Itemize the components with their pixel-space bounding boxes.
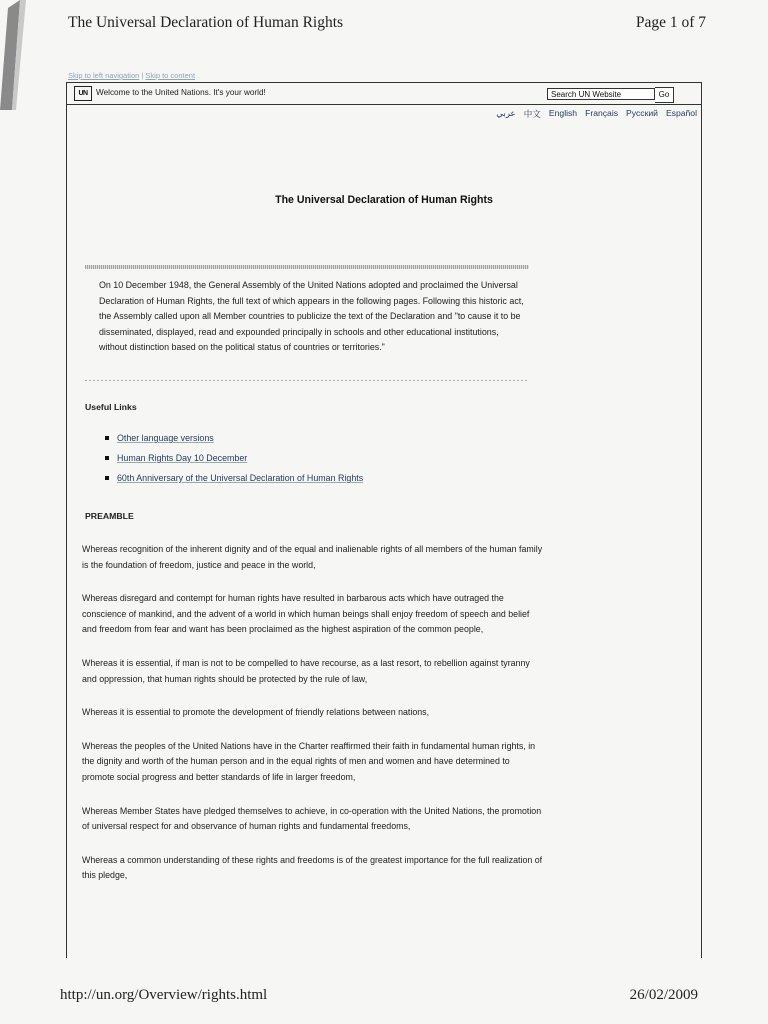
lang-link-french[interactable]: Français bbox=[585, 108, 619, 118]
preamble-paragraph: Whereas it is essential to promote the development of friendly relations between nations, bbox=[82, 707, 430, 718]
skip-separator: | bbox=[139, 71, 146, 80]
page-frame bbox=[66, 82, 702, 958]
preamble-heading: PREAMBLE bbox=[85, 511, 134, 521]
list-item bbox=[105, 433, 363, 453]
intro-paragraph: On 10 December 1948, the General Assembly of the United Nations adopted and proclaimed the Universal Declaration of Human Rights, the full text of which appears in the following pages. Following this historic act, the Assembly called upon all Member countries to publicize the text of the Declaration and "to cause it to be disseminated, displayed, read and expounded principally in schools and other educational institutions, without distinction based on the political status of countries or territories." bbox=[99, 280, 524, 353]
scan-edge bbox=[0, 0, 44, 110]
preamble-paragraph: Whereas it is essential, if man is not to be compelled to have recourse, as a last resort, to rebellion against tyranny and oppression, that human rights should be protected by the rule of law, bbox=[82, 657, 530, 684]
link-human-rights-day[interactable]: Human Rights Day 10 December bbox=[117, 453, 248, 463]
preamble-text bbox=[82, 542, 544, 902]
search-input[interactable]: Search UN Website bbox=[547, 88, 655, 100]
print-date: 26/02/2009 bbox=[629, 987, 698, 1003]
header-bar bbox=[67, 82, 701, 105]
preamble-paragraph: Whereas the peoples of the United Nations have in the Charter reaffirmed their faith in fundamental human rights, in the dignity and worth of the human person and in the equal rights of men and women and have determined to promote social progress and better standards of life in larger freedom, bbox=[82, 740, 536, 782]
lang-link-arabic[interactable]: عربي bbox=[496, 108, 516, 118]
language-selector bbox=[496, 108, 697, 120]
divider bbox=[85, 265, 529, 269]
page-number: Page 1 of 7 bbox=[635, 14, 706, 31]
preamble-paragraph: Whereas a common understanding of these rights and freedoms is of the greatest importance for the full realization of this pledge, bbox=[82, 854, 543, 881]
preamble-paragraph: Whereas disregard and contempt for human rights have resulted in barbarous acts which have outraged the conscience of mankind, and the advent of a world in which human beings shall enjoy freedom of speech and belief and freedom from fear and want has been proclaimed as the highest aspiration of the common people, bbox=[82, 593, 530, 635]
welcome-text: Welcome to the United Nations. It's your world! bbox=[96, 88, 266, 97]
divider bbox=[85, 380, 529, 381]
skip-links bbox=[68, 71, 195, 80]
link-60th-anniversary[interactable]: 60th Anniversary of the Universal Declaration of Human Rights bbox=[117, 473, 364, 483]
skip-content-link[interactable]: Skip to content bbox=[145, 71, 196, 80]
list-item bbox=[105, 453, 363, 473]
print-url: http://un.org/Overview/rights.html bbox=[60, 987, 268, 1003]
lang-link-spanish[interactable]: Español bbox=[665, 108, 697, 118]
useful-links-list bbox=[105, 433, 363, 493]
preamble-paragraph: Whereas recognition of the inherent dignity and of the equal and inalienable rights of all members of the human family is the foundation of freedom, justice and peace in the world, bbox=[82, 544, 543, 570]
print-footer bbox=[60, 987, 698, 1007]
list-item bbox=[105, 473, 363, 493]
page-title: The Universal Declaration of Human Rights bbox=[275, 194, 493, 206]
preamble-paragraph: Whereas Member States have pledged themselves to achieve, in co-operation with the United Nations, the promotion of universal respect for and observance of human rights and fundamental freedoms, bbox=[82, 805, 542, 832]
useful-links-heading: Useful Links bbox=[85, 402, 137, 412]
lang-link-russian[interactable]: Русский bbox=[626, 108, 658, 118]
link-other-languages[interactable]: Other language versions bbox=[117, 433, 214, 443]
skip-left-nav-link[interactable]: Skip to left navigation bbox=[68, 71, 140, 80]
go-button[interactable]: Go bbox=[655, 87, 674, 103]
un-logo[interactable]: UN bbox=[74, 86, 92, 101]
print-header bbox=[68, 14, 706, 38]
lang-link-chinese[interactable]: 中文 bbox=[523, 109, 541, 119]
print-doc-title: The Universal Declaration of Human Rights bbox=[68, 14, 344, 31]
lang-link-english[interactable]: English bbox=[548, 108, 578, 118]
